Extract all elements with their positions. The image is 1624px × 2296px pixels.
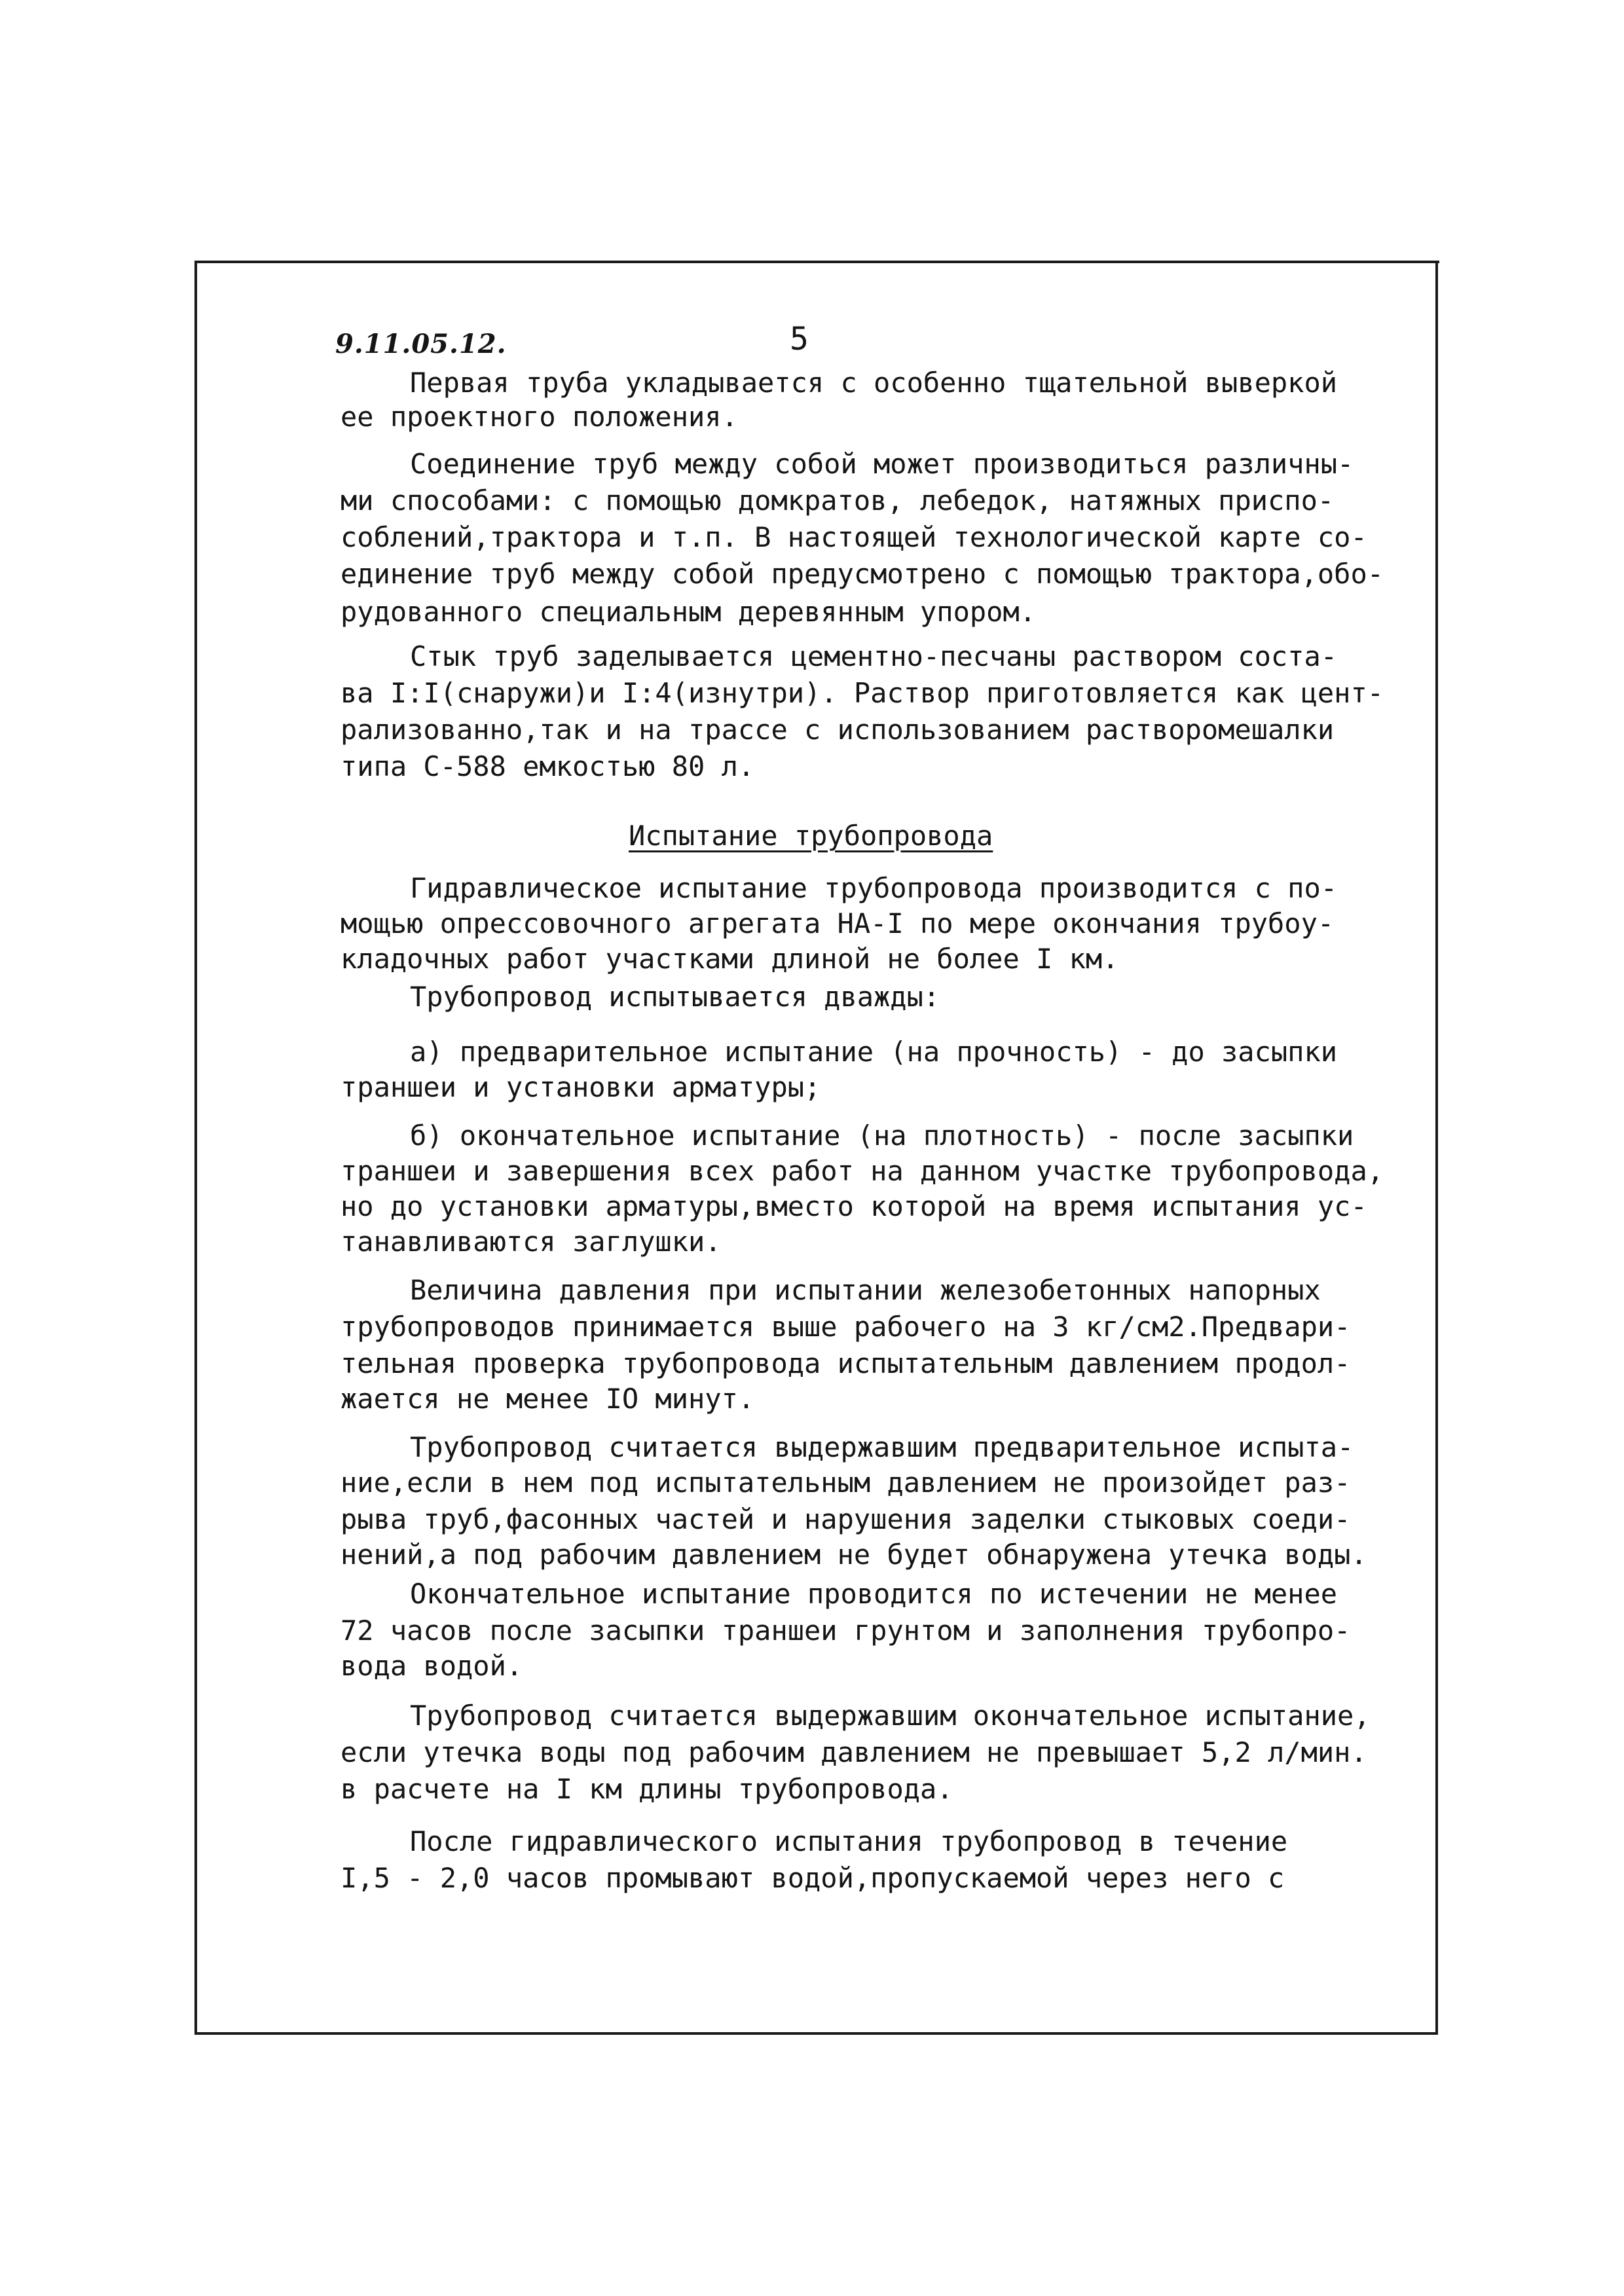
text-line: Стык труб заделывается цементно-песчаны раствором соста- [410,640,1338,672]
text-line: типа С-588 емкостью 80 л. [341,750,755,782]
text-line: Трубопровод считается выдержавшим окончательное испытание, [410,1700,1371,1732]
text-line: жается не менее IO минут. [341,1383,755,1415]
text-line: Величина давления при испытании железобетонных напорных [410,1274,1321,1306]
text-line: рыва труб,фасонных частей и нарушения заделки стыковых соеди- [341,1503,1351,1535]
text-line: а) предварительное испытание (на прочность) - до засыпки [410,1036,1338,1068]
text-line: ние,если в нем под испытательным давлением не произойдет раз- [341,1467,1351,1499]
text-line: Трубопровод испытывается дважды: [410,981,940,1013]
text-line: соблений,трактора и т.п. В настоящей технологической карте со- [341,521,1367,553]
text-line: тельная проверка трубопровода испытательным давлением продол- [341,1347,1351,1379]
text-line: единение труб между собой предусмотрено с помощью трактора,обо- [341,558,1384,590]
text-line: 72 часов после засыпки траншеи грунтом и заполнения трубопро- [341,1614,1351,1647]
text-line: Первая труба укладывается с особенно тщательной выверкой [410,367,1338,399]
text-line: рудованного специальным деревянным упором. [341,596,1037,628]
text-line: I,5 - 2,0 часов промывают водой,пропускаемой через него с [341,1862,1285,1894]
text-line: но до установки арматуры,вместо которой на время испытания ус- [341,1190,1367,1222]
text-line: траншеи и завершения всех работ на данном участке трубопровода, [341,1155,1384,1187]
page-frame-bottom-border [194,2032,1438,2035]
page-frame-top-border [195,261,1439,263]
text-line: Трубопровод считается выдержавшим предварительное испыта- [410,1431,1354,1463]
text-line: ми способами: с помощью домкратов, лебедок, натяжных приспо- [341,484,1335,517]
text-line: рализованно,так и на трассе с использованием растворомешалки [341,714,1335,746]
text-line: мощью опрессовочного агрегата НА-I по мере окончания трубоу- [341,907,1335,939]
text-line: в расчете на I км длины трубопровода. [341,1773,953,1805]
text-line: нений,а под рабочим давлением не будет обнаружена утечка воды. [341,1539,1367,1571]
text-line: б) окончательное испытание (на плотность) - после засыпки [410,1120,1354,1152]
page-number: 5 [790,321,809,357]
text-line: Соединение труб между собой может производиться различны- [410,448,1354,480]
text-line: После гидравлического испытания трубопровод в течение [410,1825,1288,1857]
text-line: вода водой. [341,1650,523,1682]
text-line: кладочных работ участками длиной не более I км. [341,943,1119,975]
page-frame-left-border [194,261,197,2035]
text-line: Гидравлическое испытание трубопровода производится с по- [410,872,1338,904]
text-line: если утечка воды под рабочим давлением не превышает 5,2 л/мин. [341,1736,1367,1768]
text-line: ва I:I(снаружи)и I:4(изнутри). Раствор приготовляется как цент- [341,677,1384,709]
page-frame-right-border [1435,261,1438,2035]
text-line: Окончательное испытание проводится по истечении не менее [410,1578,1338,1610]
text-line: ее проектного положения. [341,401,738,433]
text-line: траншеи и установки арматуры; [341,1071,821,1103]
text-line: трубопроводов принимается выше рабочего на 3 кг/см2.Предвари- [341,1311,1351,1343]
text-line: танавливаются заглушки. [341,1226,722,1258]
section-heading: Испытание трубопровода [629,820,993,852]
document-code: 9.11.05.12. [335,329,507,359]
